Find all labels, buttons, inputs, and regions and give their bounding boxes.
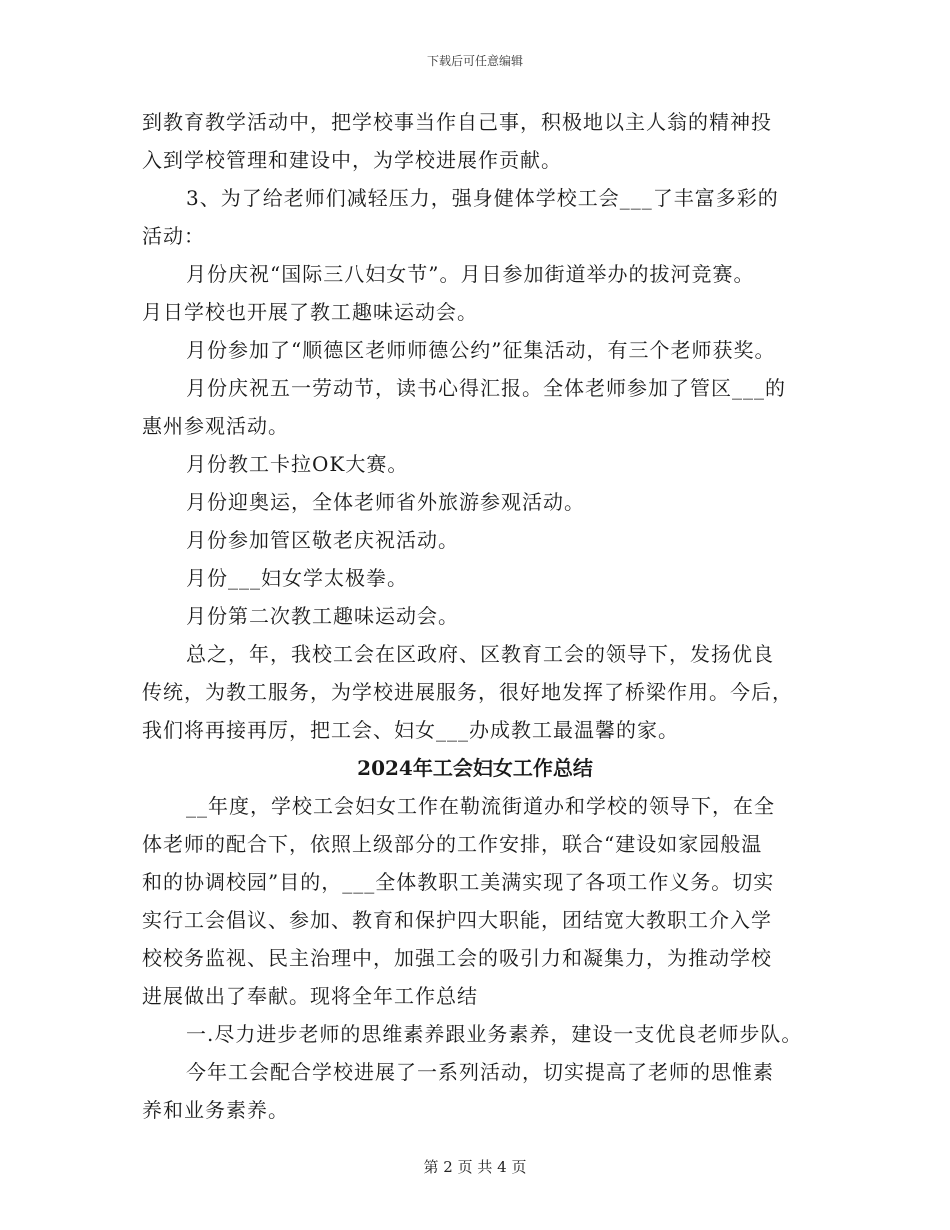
paragraph-line: 和的协调校园”目的，___全体教职工美满实现了各项工作义务。切实 [142,870,775,894]
paragraph-line: 月份迎奥运，全体老师省外旅游参观活动。 [186,490,585,514]
paragraph-line: 入到学校管理和建设中，为学校进展作贡献。 [142,148,562,172]
paragraph-line: 月份庆祝“国际三八妇女节”。月日参加街道举办的拔河竞赛。 [186,262,755,286]
paragraph-line: 传统，为教工服务，为学校进展服务，很好地发挥了桥梁作用。今后， [142,680,793,704]
paragraph-line: 校校务监视、民主治理中，加强工会的吸引力和凝集力，为推动学校 [142,946,772,970]
page-number: 第 2 页 共 4 页 [423,1158,527,1176]
paragraph-line: 今年工会配合学校进展了一系列活动，切实提高了老师的思惟素 [186,1060,774,1084]
paragraph-line: 我们将再接再厉，把工会、妇女___办成教工最温馨的家。 [142,718,679,742]
paragraph-line: 月份参加管区敬老庆祝活动。 [186,528,459,552]
paragraph-line: 一.尽力进步老师的思维素养跟业务素养，建设一支优良老师步队。 [186,1022,803,1046]
paragraph-line: 月日学校也开展了教工趣味运动会。 [142,300,478,324]
paragraph-line: 月份___妇女学太极拳。 [186,566,408,590]
paragraph-line: 到教育教学活动中，把学校事当作自己事，积极地以主人翁的精神投 [142,110,772,134]
paragraph-line: 月份教工卡拉OK大赛。 [186,452,409,476]
paragraph-line: 月份第二次教工趣味运动会。 [186,604,459,628]
paragraph-line: 活动： [142,224,205,248]
paragraph-line: 体老师的配合下，依照上级部分的工作安排，联合“建设如家园般温 [142,832,763,856]
paragraph-line: __年度，学校工会妇女工作在勒流街道办和学校的领导下，在全 [186,794,775,818]
page-header-note: 下载后可任意编辑 [426,54,523,68]
paragraph-line: 养和业务素养。 [142,1098,289,1122]
paragraph-line: 月份庆祝五一劳动节，读书心得汇报。全体老师参加了管区___的 [186,376,786,400]
paragraph-line: 进展做出了奉献。现将全年工作总结 [142,984,478,1008]
paragraph-line: 3、为了给老师们减轻压力，强身健体学校工会___了丰富多彩的 [186,186,779,210]
paragraph-line: 月份参加了“顺德区老师师德公约”征集活动，有三个老师获奖。 [186,338,776,362]
paragraph-line: 总之，年，我校工会在区政府、区教育工会的领导下，发扬优良 [186,642,774,666]
paragraph-line: 实行工会倡议、参加、教育和保护四大职能，团结宽大教职工介入学 [142,908,772,932]
paragraph-line: 惠州参观活动。 [142,414,289,438]
section-title: 2024年工会妇女工作总结 [357,756,593,780]
